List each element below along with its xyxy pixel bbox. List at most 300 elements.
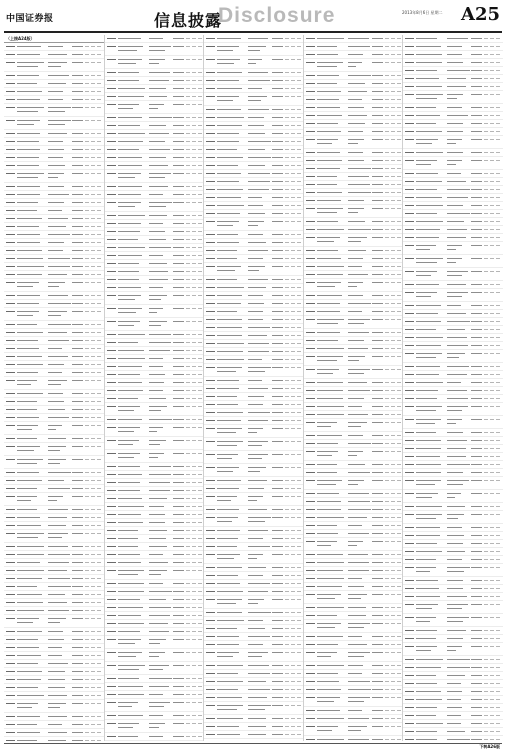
table-cell	[118, 96, 144, 97]
table-cell	[372, 607, 383, 608]
table-cell	[217, 554, 240, 555]
table-cell	[385, 319, 389, 320]
table-cell	[348, 107, 364, 108]
table-cell	[391, 681, 395, 682]
table-cell	[186, 686, 190, 687]
table-cell	[297, 404, 301, 405]
table-cell	[248, 441, 268, 442]
table-cell	[285, 343, 289, 344]
table-cell	[206, 665, 215, 666]
table-cell	[6, 266, 15, 267]
table-row	[105, 387, 205, 395]
table-row	[403, 643, 503, 656]
table-cell	[107, 202, 116, 203]
table-cell	[490, 723, 494, 724]
table-row	[304, 234, 404, 247]
table-cell	[97, 141, 101, 142]
table-cell	[317, 62, 343, 63]
table-cell	[72, 647, 83, 648]
table-cell	[91, 133, 95, 134]
table-cell	[397, 554, 401, 555]
table-cell	[490, 480, 494, 481]
table-cell	[149, 514, 165, 515]
table-cell	[447, 152, 463, 153]
table-cell	[85, 165, 89, 166]
table-cell	[496, 46, 500, 47]
table-row	[204, 662, 304, 670]
table-cell	[416, 62, 442, 63]
table-cell	[186, 530, 190, 531]
table-cell	[372, 509, 383, 510]
table-cell	[348, 123, 365, 124]
table-cell	[118, 410, 134, 411]
table-cell	[248, 396, 264, 397]
table-cell	[297, 250, 301, 251]
table-cell	[471, 646, 482, 647]
table-cell	[306, 718, 315, 719]
table-cell	[348, 99, 362, 100]
table-cell	[17, 525, 41, 526]
table-cell	[297, 599, 301, 600]
table-cell	[17, 165, 39, 166]
table-cell	[391, 295, 395, 296]
table-cell	[348, 607, 366, 608]
table-cell	[471, 271, 482, 272]
table-cell	[206, 96, 215, 97]
table-cell	[484, 38, 488, 39]
table-cell	[372, 586, 383, 587]
table-cell	[6, 509, 15, 510]
table-cell	[192, 607, 196, 608]
table-row	[403, 736, 503, 741]
table-cell	[306, 319, 315, 320]
table-cell	[17, 111, 38, 112]
table-cell	[484, 604, 488, 605]
table-cell	[192, 125, 196, 126]
page-number: A25	[460, 4, 500, 25]
table-cell	[217, 109, 241, 110]
table-cell	[206, 591, 215, 592]
table-row	[304, 498, 404, 506]
table-cell	[91, 393, 95, 394]
table-row	[204, 409, 304, 417]
table-cell	[416, 667, 441, 668]
table-cell	[372, 54, 383, 55]
table-cell	[471, 313, 482, 314]
table-cell	[405, 406, 414, 407]
table-cell	[496, 131, 500, 132]
table-cell	[6, 141, 15, 142]
table-cell	[85, 91, 89, 92]
table-cell	[405, 535, 414, 536]
table-cell	[97, 602, 101, 603]
table-cell	[118, 157, 142, 158]
table-cell	[405, 567, 414, 568]
table-row	[4, 170, 104, 183]
table-cell	[490, 699, 494, 700]
table-cell	[118, 165, 142, 166]
table-cell	[118, 466, 140, 467]
table-cell	[447, 543, 463, 544]
table-cell	[496, 440, 500, 441]
table-cell	[385, 340, 389, 341]
table-cell	[405, 139, 414, 140]
table-row	[304, 366, 404, 379]
table-cell	[405, 630, 414, 631]
table-cell	[484, 543, 488, 544]
table-cell	[496, 173, 500, 174]
table-cell	[391, 443, 395, 444]
table-cell	[206, 454, 215, 455]
table-cell	[272, 221, 283, 222]
table-cell	[6, 546, 15, 547]
table-row	[304, 432, 404, 440]
table-cell	[285, 636, 289, 637]
table-cell	[217, 496, 237, 497]
table-cell	[405, 329, 414, 330]
table-cell	[6, 194, 15, 195]
table-cell	[97, 91, 101, 92]
table-cell	[198, 522, 202, 523]
table-cell	[6, 695, 15, 696]
table-cell	[107, 117, 116, 118]
table-cell	[447, 94, 463, 95]
table-cell	[285, 46, 289, 47]
table-cell	[72, 488, 83, 489]
table-cell	[192, 382, 196, 383]
table-cell	[6, 602, 15, 603]
table-cell	[85, 687, 89, 688]
table-cell	[416, 262, 437, 263]
table-cell	[317, 480, 342, 481]
table-cell	[149, 440, 166, 441]
table-cell	[192, 271, 196, 272]
table-cell	[97, 46, 101, 47]
table-row	[403, 664, 503, 672]
table-cell	[471, 245, 482, 246]
table-cell	[405, 675, 414, 676]
table-cell	[118, 490, 140, 491]
table-cell	[85, 459, 89, 460]
table-cell	[297, 258, 301, 259]
table-cell	[48, 141, 63, 142]
table-cell	[149, 59, 165, 60]
table-cell	[149, 570, 167, 571]
table-cell	[72, 602, 83, 603]
table-cell	[206, 467, 215, 468]
table-cell	[91, 295, 95, 296]
table-cell	[416, 357, 436, 358]
table-cell	[317, 332, 340, 333]
table-cell	[72, 107, 83, 108]
table-cell	[107, 506, 116, 507]
table-cell	[348, 701, 364, 702]
table-row	[403, 350, 503, 363]
table-row	[105, 551, 205, 559]
table-row	[105, 191, 205, 199]
table-cell	[490, 588, 494, 589]
table-row	[204, 56, 304, 69]
table-row	[204, 308, 304, 316]
masthead	[4, 4, 502, 28]
table-cell	[248, 636, 270, 637]
table-row	[204, 464, 304, 477]
table-cell	[306, 340, 315, 341]
table-cell	[206, 404, 215, 405]
table-cell	[91, 348, 95, 349]
table-row	[403, 334, 503, 342]
table-cell	[306, 644, 315, 645]
table-cell	[385, 303, 389, 304]
masthead-rule	[4, 31, 502, 33]
table-cell	[405, 221, 414, 222]
table-cell	[85, 210, 89, 211]
table-cell	[317, 627, 335, 628]
table-cell	[192, 583, 196, 584]
table-cell	[206, 189, 215, 190]
table-cell	[272, 718, 283, 719]
table-cell	[198, 382, 202, 383]
table-cell	[291, 173, 295, 174]
table-cell	[391, 123, 395, 124]
table-cell	[6, 303, 15, 304]
table-row	[403, 453, 503, 461]
table-cell	[173, 652, 184, 653]
table-cell	[186, 607, 190, 608]
table-cell	[85, 340, 89, 341]
table-cell	[416, 506, 442, 507]
table-row	[304, 419, 404, 432]
table-cell	[72, 202, 83, 203]
table-cell	[317, 422, 337, 423]
table-cell	[306, 607, 315, 608]
table-cell	[17, 149, 40, 150]
table-cell	[397, 525, 401, 526]
table-cell	[248, 734, 266, 735]
table-cell	[192, 474, 196, 475]
table-cell	[217, 133, 239, 134]
table-cell	[447, 608, 462, 609]
table-cell	[173, 141, 184, 142]
table-cell	[186, 157, 190, 158]
table-cell	[186, 350, 190, 351]
table-cell	[291, 546, 295, 547]
table-cell	[496, 514, 500, 515]
table-cell	[173, 615, 184, 616]
table-cell	[348, 586, 364, 587]
table-cell	[217, 213, 240, 214]
table-cell	[317, 615, 337, 616]
table-cell	[186, 149, 190, 150]
table-row	[4, 559, 104, 567]
table-cell	[48, 740, 66, 741]
table-cell	[416, 406, 442, 407]
table-cell	[405, 506, 414, 507]
table-cell	[48, 716, 67, 717]
table-cell	[490, 107, 494, 108]
table-cell	[192, 46, 196, 47]
table-cell	[97, 186, 101, 187]
table-cell	[397, 208, 401, 209]
table-row	[304, 694, 404, 707]
table-row	[4, 117, 104, 130]
table-cell	[291, 734, 295, 735]
table-cell	[248, 404, 263, 405]
table-cell	[291, 359, 295, 360]
table-cell	[391, 509, 395, 510]
newspaper-brand: 中国证券报	[6, 14, 54, 24]
table-cell	[118, 50, 137, 51]
table-cell	[107, 350, 116, 351]
table-cell	[385, 91, 389, 92]
table-row	[105, 733, 205, 741]
table-cell	[97, 83, 101, 84]
table-cell	[97, 120, 101, 121]
table-cell	[217, 371, 236, 372]
table-cell	[72, 54, 83, 55]
table-cell	[397, 295, 401, 296]
table-row	[105, 649, 205, 662]
table-cell	[447, 143, 456, 144]
table-cell	[48, 618, 66, 619]
table-cell	[291, 157, 295, 158]
table-cell	[206, 575, 215, 576]
table-cell	[291, 327, 295, 328]
table-cell	[48, 348, 62, 349]
table-row	[304, 157, 404, 165]
table-cell	[317, 562, 344, 563]
table-cell	[317, 472, 337, 473]
table-row	[4, 146, 104, 154]
table-cell	[291, 149, 295, 150]
table-cell	[496, 305, 500, 306]
table-cell	[97, 401, 101, 402]
table-cell	[149, 702, 170, 703]
table-cell	[17, 157, 39, 158]
table-row	[4, 279, 104, 292]
table-cell	[348, 644, 367, 645]
table-cell	[173, 382, 184, 383]
table-cell	[297, 205, 301, 206]
table-cell	[118, 554, 140, 555]
table-cell	[97, 364, 101, 365]
table-cell	[48, 133, 67, 134]
table-cell	[490, 221, 494, 222]
table-cell	[447, 617, 469, 618]
table-cell	[317, 107, 340, 108]
table-cell	[285, 488, 289, 489]
table-cell	[118, 125, 140, 126]
table-cell	[372, 75, 383, 76]
table-cell	[217, 530, 240, 531]
table-cell	[206, 287, 215, 288]
table-cell	[206, 705, 215, 706]
table-cell	[291, 319, 295, 320]
table-cell	[217, 311, 237, 312]
table-cell	[173, 133, 184, 134]
table-cell	[91, 54, 95, 55]
table-cell	[72, 618, 83, 619]
table-row	[204, 263, 304, 276]
table-row	[204, 377, 304, 385]
table-row	[403, 178, 503, 186]
table-cell	[317, 168, 340, 169]
table-cell	[85, 409, 89, 410]
table-cell	[348, 83, 365, 84]
table-cell	[297, 480, 301, 481]
table-cell	[17, 450, 34, 451]
table-cell	[97, 149, 101, 150]
table-cell	[217, 412, 243, 413]
table-cell	[48, 425, 62, 426]
table-cell	[317, 464, 337, 465]
table-cell	[405, 54, 414, 55]
table-cell	[248, 546, 270, 547]
table-row	[403, 688, 503, 696]
table-cell	[496, 123, 500, 124]
table-cell	[149, 482, 170, 483]
table-cell	[186, 623, 190, 624]
table-cell	[118, 239, 138, 240]
table-cell	[317, 123, 338, 124]
table-cell	[48, 194, 69, 195]
table-cell	[291, 46, 295, 47]
table-cell	[118, 350, 144, 351]
table-cell	[490, 514, 494, 515]
table-cell	[490, 551, 494, 552]
table-cell	[192, 342, 196, 343]
table-cell	[391, 168, 395, 169]
table-row	[105, 720, 205, 733]
table-cell	[306, 83, 315, 84]
table-cell	[385, 607, 389, 608]
table-cell	[107, 406, 116, 407]
table-cell	[484, 284, 488, 285]
table-cell	[385, 38, 389, 39]
table-cell	[385, 578, 389, 579]
table-cell	[372, 726, 383, 727]
table-cell	[391, 493, 395, 494]
table-row	[204, 731, 304, 739]
table-cell	[291, 673, 295, 674]
table-cell	[484, 646, 488, 647]
table-row	[4, 644, 104, 652]
table-cell	[217, 157, 243, 158]
table-cell	[285, 554, 289, 555]
table-cell	[416, 382, 443, 383]
table-cell	[206, 149, 215, 150]
table-cell	[192, 562, 196, 563]
table-cell	[91, 732, 95, 733]
table-cell	[186, 390, 190, 391]
table-cell	[391, 570, 395, 571]
table-cell	[91, 250, 95, 251]
table-row	[304, 707, 404, 715]
table-cell	[306, 131, 315, 132]
table-cell	[107, 474, 116, 475]
table-cell	[107, 321, 116, 322]
table-cell	[484, 630, 488, 631]
table-cell	[206, 279, 215, 280]
table-row	[204, 292, 304, 300]
table-cell	[206, 109, 215, 110]
table-cell	[416, 448, 441, 449]
table-cell	[471, 456, 482, 457]
table-cell	[317, 443, 338, 444]
table-cell	[149, 173, 171, 174]
table-cell	[149, 165, 168, 166]
table-cell	[97, 647, 101, 648]
